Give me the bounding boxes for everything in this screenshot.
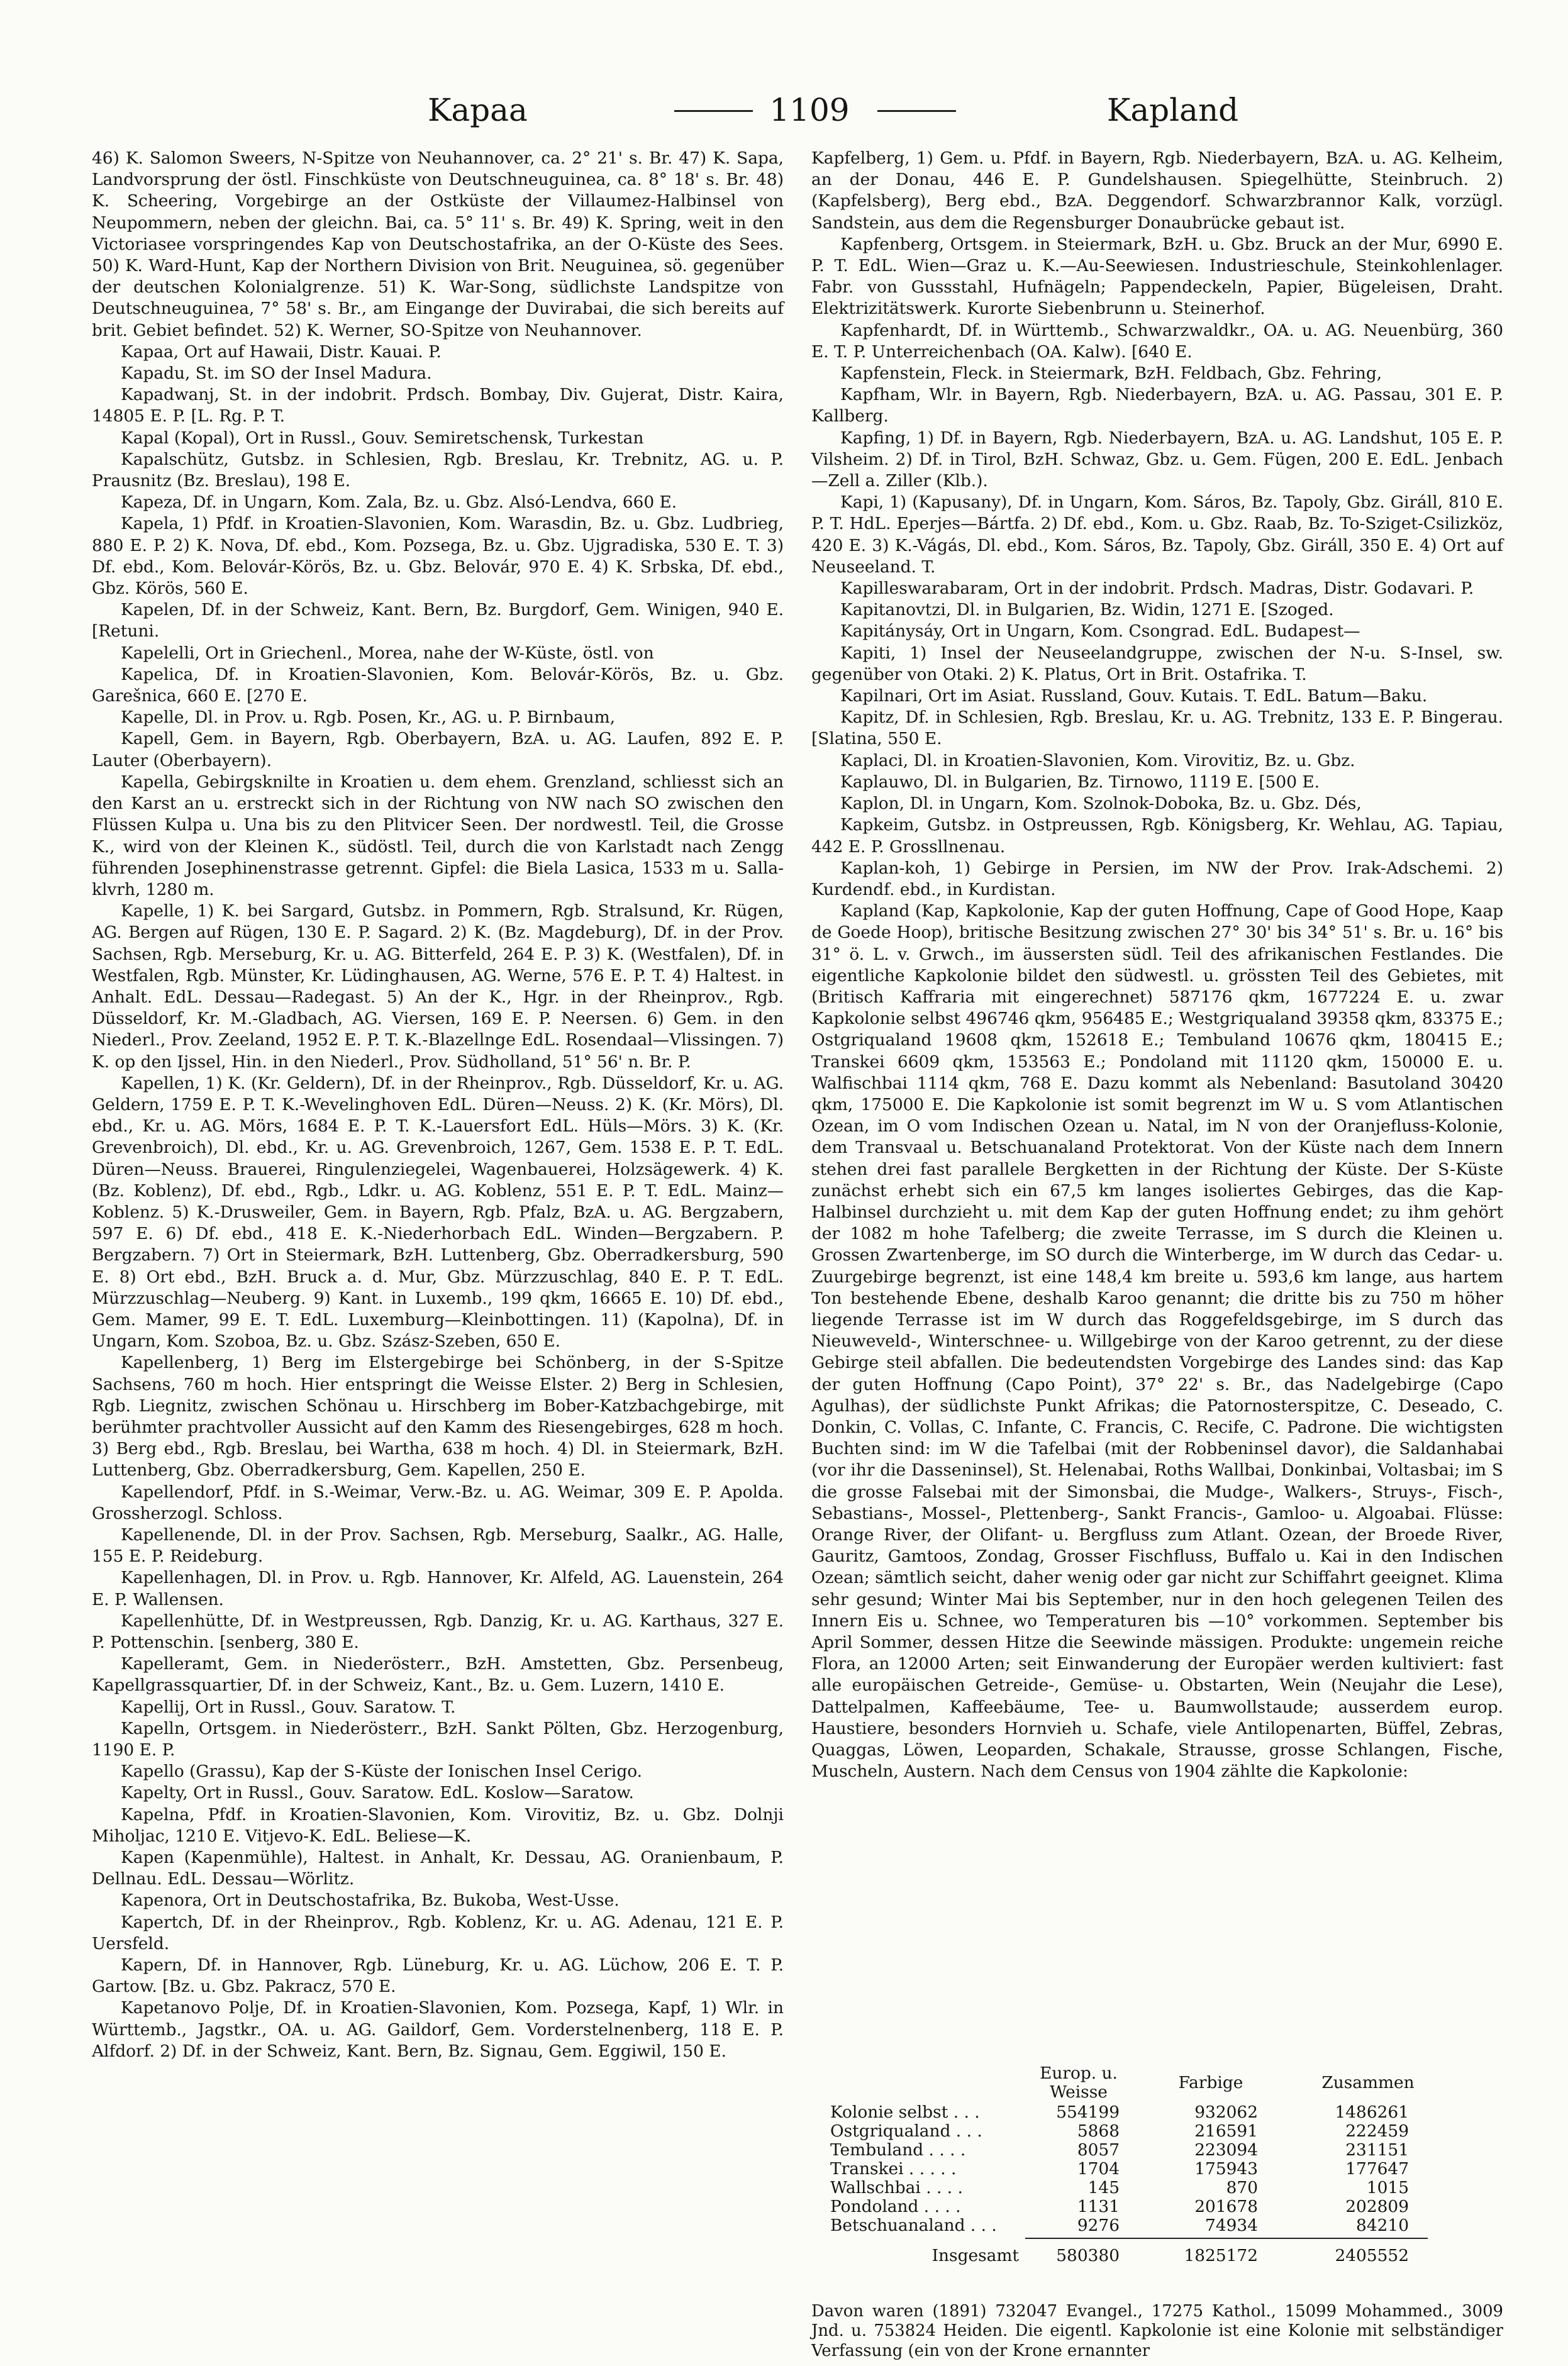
dictionary-entry: Kaplon, Dl. in Ungarn, Kom. Szolnok-Doboka, Bz. u. Gbz. Dés,	[840, 794, 1362, 814]
region-name: Pondoland . . . .	[830, 2197, 961, 2216]
dictionary-entry: Kapfham, Wlr. in Bayern, Rgb. Niederbayern, BzA. u. AG. Passau, 301 E. P. Kallberg.	[811, 385, 1503, 426]
region-name: Wallschbai . . . .	[830, 2178, 963, 2197]
census-row	[811, 2141, 1503, 2160]
european-count: 8057	[1077, 2140, 1120, 2160]
total-count: 177647	[1345, 2159, 1409, 2179]
left-column	[92, 148, 784, 2062]
dictionary-entry: Kapela, 1) Pfdf. in Kroatien-Slavonien, Kom. Warasdin, Bz. u. Gbz. Ludbrieg, 880 E. P. 2) K. Nova, Df. ebd., Kom. Pozsega, Bz. u. Gbz. Ujgradiska, 530 E. T. 3) Df. ebd., Kom. Belovár-Körös, Bz. u. Gbz. Belovár, 970 E. 4) K. Srbska, Df. ebd., Gbz. Körös, 560 E.	[92, 514, 784, 599]
census-row	[811, 2160, 1503, 2179]
dictionary-entry: Kaplan-koh, 1) Gebirge in Persien, im NW der Prov. Irak-Adschemi. 2) Kurdendf. ebd., in Kurdistan.	[811, 858, 1503, 899]
dictionary-entry: Kapfenberg, Ortsgem. in Steiermark, BzH. u. Gbz. Bruck an der Mur, 6990 E. P. T. EdL. Wien—Graz u. K.—Au-Seewiesen. Industrieschule, Steinkohlenlager. Fabr. von Gussstahl, Hufnägeln; Pappendeckeln, Papier, Bügeleisen, Draht. Elektrizitätswerk. Kurorte Siebenbrunn u. Steinerhof.	[811, 234, 1503, 319]
region-name: Betschuanaland . . .	[830, 2216, 997, 2235]
closing-paragraph: Davon waren (1891) 732047 Evangel., 17275 Kathol., 15099 Mohammed., 3009 Jnd. u. 753824 Heiden. Die eigentl. Kapkolonie ist eine Kolonie mit selbständiger Verfassung (ein von der Krone ernannter	[811, 2302, 1503, 2360]
dictionary-entry: Kapilnari, Ort im Asiat. Russland, Gouv. Kutais. T. EdL. Batum—Baku.	[840, 686, 1428, 706]
european-count: 1704	[1077, 2159, 1120, 2179]
dictionary-entry: Kapfenstein, Fleck. in Steiermark, BzH. Feldbach, Gbz. Fehring,	[840, 364, 1382, 384]
total-total: 2405552	[1335, 2246, 1409, 2265]
dictionary-entry: Kapellenhagen, Dl. in Prov. u. Rgb. Hannover, Kr. Alfeld, AG. Lauenstein, 264 E. P. Wallensen.	[92, 1568, 784, 1609]
dictionary-entry: Kapaa, Ort auf Hawaii, Distr. Kauai. P.	[121, 342, 442, 362]
dictionary-entry: Kapell, Gem. in Bayern, Rgb. Oberbayern, BzA. u. AG. Laufen, 892 E. P. Lauter (Oberbayern).	[92, 729, 784, 770]
total-count: 222459	[1345, 2121, 1409, 2141]
dictionary-entry: Kapelica, Df. in Kroatien-Slavonien, Kom. Belovár-Körös, Bz. u. Gbz. Garešnica, 660 E. [270 E.	[92, 664, 784, 706]
dictionary-entry: Kapland (Kap, Kapkolonie, Kap der guten Hoffnung, Cape of Good Hope, Kaap de Goede Hoop), britische Besitzung zwischen 27° 30' bis 34° 51' s. Br. u. 16° bis 31° ö. L. v. Grwch., im äussersten südl. Teil des afrikanischen Festlandes. Die eigentliche Kapkolonie bildet den südwestl. u. grössten Teil des Gebietes, mit (Britisch Kaffraria mit eingerechnet) 587176 qkm, 1677224 E. u. zwar Kapkolonie selbst 496746 qkm, 956485 E.; Westgriqualand 39358 qkm, 83375 E.; Ostgriqualand 19608 qkm, 152618 E.; Tembuland 10676 qkm, 180415 E.; Transkei 6609 qkm, 153563 E.; Pondoland mit 11120 qkm, 150000 E. u. Walfischbai 1114 qkm, 768 E. Dazu kommt als Nebenland: Basutoland 30420 qkm, 175000 E. Die Kapkolonie ist somit begrenzt im W u. S vom Atlantischen Ozean, im O vom Indischen Ozean u. Natal, im N von der Oranjefluss-Kolonie, dem Transvaal u. Betschuanaland Protektorat. Von der Küste nach dem Innern stehen drei fast parallele Bergketten in der Richtung der Küste. Der S-Küste zunächst erhebt sich ein 67,5 km langes isoliertes Gebirges, das die Kap-Halbinsel durchzieht u. mit dem Kap der guten Hoffnung endet; zu ihm gehört der 1082 m hohe Tafelberg; die zweite Terrasse, im S durch die Kleinen u. Grossen Zwartenberge, im SO durch die Winterberge, im W durch das Cedar- u. Zuurgebirge begrenzt, ist eine 148,4 km breite u. 593,6 km lange, aus hartem Ton bestehende Ebene, deshalb Karoo genannt; die dritte bis zu 750 m höher liegende Terrasse ist im W durch das Roggefeldsgebirge, im S durch das Nieuweveld-, Winterschnee- u. Willgebirge von der Karoo getrennt, zu der diese Gebirge steil abfallen. Die bedeutendsten Vorgebirge des Landes sind: das Kap der guten Hoffnung (Capo Point), 37° 22' s. Br., das Nadelgebirge (Capo Agulhas), der südlichste Punkt Afrikas; die Patornosterspitze, C. Deseado, C. Donkin, C. Vollas, C. Infante, C. Francis, C. Recife, C. Padrone. Die wichtigsten Buchten sind: im W die Tafelbai (mit der Robbeninsel davor), die Saldanhabai (vor ihr die Dasseninsel), St. Helenabai, Roths Wallbai, Donkinbai, Voltasbai; im S die grosse Falsebai mit der Simonsbai, die Mudge-, Walkers-, Struys-, Fisch-, Sebastians-, Mossel-, Plettenberg-, Sankt Francis-, Gamloo- u. Algoabai. Flüsse: Orange River, der Olifant- u. Bergfluss zum Atlant. Ozean, der Broede River, Gauritz, Gamtoos, Zondag, Grosser Fischfluss, Buffalo u. Kai in den Indischen Ozean; sämtlich seicht, daher wenig oder gar nicht zur Schiffahrt geeignet. Klima sehr gesund; Winter Mai bis September, nur in den hoch gelegenen Teilen des Innern Eis u. Schnee, wo Temperaturen bis —10° vorkommen. September bis April Sommer, dessen Hitze die Seewinde mässigen. Produkte: ungemein reiche Flora, an 12000 Arten; seit Einwanderung der Europäer werden kultiviert: fast alle europäischen Getreide-, Gemüse- u. Obstarten, Wein (Neujahr die Lese), Dattelpalmen, Kaffeebäume, Tee- u. Baumwollstaude; ausserdem europ. Haustiere, besonders Hornvieh u. Schafe, viele Antilopenarten, Büffel, Zebras, Quaggas, Löwen, Leoparden, Schakale, Strausse, grosse Schlangen, Fische, Muscheln, Austern. Nach dem Census von 1904 zählte die Kapkolonie:	[811, 901, 1503, 1782]
page-header	[0, 60, 1568, 129]
coloured-count: 932062	[1194, 2102, 1258, 2122]
region-name: Transkei . . . . .	[830, 2159, 957, 2179]
dictionary-entry: Kapertch, Df. in der Rheinprov., Rgb. Koblenz, Kr. u. AG. Adenau, 121 E. P. Uersfeld.	[92, 1912, 784, 1953]
dictionary-entry: Kaplaci, Dl. in Kroatien-Slavonien, Kom. Virovitiz, Bz. u. Gbz.	[840, 750, 1355, 770]
dictionary-entry: Kapelna, Pfdf. in Kroatien-Slavonien, Kom. Virovitiz, Bz. u. Gbz. Dolnji Miholjac, 1210 E. Vitjevo-K. EdL. Beliese—K.	[92, 1804, 784, 1846]
coloured-count: 74934	[1205, 2216, 1258, 2235]
total-count: 202809	[1345, 2197, 1409, 2216]
table-sum-rule	[1025, 2238, 1428, 2239]
dictionary-entry: Kapilleswarabaram, Ort in der indobrit. Prdsch. Madras, Distr. Godavari. P.	[840, 579, 1474, 599]
region-name: Kolonie selbst . . .	[830, 2102, 980, 2122]
dictionary-entry: Kapiti, 1) Insel der Neuseelandgruppe, zwischen der N-u. S-Insel, sw. gegenüber von Otaki. 2) K. Platus, Ort in Brit. Ostafrika. T.	[811, 643, 1503, 684]
coloured-count: 223094	[1194, 2140, 1258, 2160]
coloured-count: 175943	[1194, 2159, 1258, 2179]
total-count: 84210	[1356, 2216, 1409, 2235]
dictionary-entry: Kapellenberg, 1) Berg im Elstergebirge bei Schönberg, in der S-Spitze Sachsens, 760 m hoch. Hier entspringt die Weisse Elster. 2) Berg in Schlesien, Rgb. Liegnitz, zwischen Schönau u. Hirschberg im Bober-Katzbachgebirge, mit berühmter prachtvoller Aussicht auf den Kamm des Riesengebirges, 628 m hoch. 3) Berg ebd., Rgb. Breslau, bei Wartha, 638 m hoch. 4) Dl. in Steiermark, BzH. Luttenberg, Gbz. Oberradkersburg, Gem. Kapellen, 250 E.	[92, 1353, 784, 1480]
right-column	[811, 148, 1503, 1782]
dictionary-entry: Kapfelberg, 1) Gem. u. Pfdf. in Bayern, Rgb. Niederbayern, BzA. u. AG. Kelheim, an der Donau, 446 E. P. Gundelshausen. Spiegelhütte, Steinbruch. 2) (Kapfelsberg), Berg ebd., BzA. Deggendorf. Schwarzbrannor Kalk, vorzügl. Sandstein, aus dem die Regensburger Donaubrücke gebaut ist.	[811, 148, 1503, 233]
dictionary-entry: Kapellen, 1) K. (Kr. Geldern), Df. in der Rheinprov., Rgb. Düsseldorf, Kr. u. AG. Geldern, 1759 E. P. T. K.-Wevelinghoven EdL. Düren—Neuss. 2) K. (Kr. Mörs), Dl. ebd., Kr. u. AG. Mörs, 1684 E. P. T. K.-Lauersfort EdL. Hüls—Mörs. 3) K. (Kr. Grevenbroich), Dl. ebd., Kr. u. AG. Grevenbroich, 1267, Gem. 1538 E. P. T. EdL. Düren—Neuss. Brauerei, Ringulenziegelei, Wagenbauerei, Holzsägewerk. 4) K. (Bz. Koblenz), Df. ebd., Rgb., Ldkr. u. AG. Koblenz, 551 E. P. T. EdL. Mainz—Koblenz. 5) K.-Drusweiler, Gem. in Bayern, Rgb. Pfalz, BzA. u. AG. Bergzabern, 597 E. 6) Df. ebd., 418 E. K.-Niederhorbach EdL. Winden—Bergzabern. P. Bergzabern. 7) Ort in Steiermark, BzH. Luttenberg, Gbz. Oberradkersburg, 590 E. 8) Ort ebd., BzH. Bruck a. d. Mur, Gbz. Mürzzuschlag, 840 E. P. T. EdL. Mürzzuschlag—Neuberg. 9) Kant. in Luxemb., 199 qkm, 16665 E. 10) Df. ebd., Gem. Mamer, 99 E. T. EdL. Luxemburg—Kleinbottingen. 11) (Kapolna), Df. in Ungarn, Kom. Szoboa, Bz. u. Gbz. Szász-Szeben, 650 E.	[92, 1073, 784, 1352]
dictionary-entry: Kapenora, Ort in Deutschostafrika, Bz. Bukoba, West-Usse.	[121, 1891, 620, 1911]
page-number: 1109	[769, 92, 850, 128]
dictionary-entry: Kapkeim, Gutsbz. in Ostpreussen, Rgb. Königsberg, Kr. Wehlau, AG. Tapiau, 442 E. P. Grossllnenau.	[811, 815, 1503, 857]
dictionary-entry: Kapelelli, Ort in Griechenl., Morea, nahe der W-Küste, östl. von	[121, 643, 654, 663]
dictionary-entry: Kapitánysáy, Ort in Ungarn, Kom. Csongrad. EdL. Budapest—	[840, 621, 1360, 641]
european-count: 554199	[1056, 2102, 1120, 2122]
dictionary-entry: 46) K. Salomon Sweers, N-Spitze von Neuhannover, ca. 2° 21' s. Br. 47) K. Sapa, Landvorsprung der östl. Finschküste von Deutschneuguinea, ca. 8° 18' s. Br. 48) K. Scheering, Vorgebirge an der Ostküste der Villaumez-Halbinsel von Neupommern, neben der gleichn. Bai, ca. 5° 11' s. Br. 49) K. Spring, weit in den Victoriasee vorspringendes Kap von Deutschostafrika, an der O-Küste des Sees. 50) K. Ward-Hunt, Kap der Northern Division von Brit. Neuguinea, sö. gegenüber der deutschen Kolonialgrenze. 51) K. War-Song, südlichste Landspitze von Deutschneuguinea, 7° 58' s. Br., am Eingange der Duvirabai, die sich bereits auf brit. Gebiet befindet. 52) K. Werner, SO-Spitze von Neuhannover.	[92, 148, 784, 340]
header-dash-left	[674, 110, 753, 112]
dictionary-entry: Kapfenhardt, Df. in Württemb., Schwarzwaldkr., OA. u. AG. Neuenbürg, 360 E. T. P. Unterreichenbach (OA. Kalw). [640 E.	[811, 320, 1503, 362]
dictionary-entry: Kapellenende, Dl. in der Prov. Sachsen, Rgb. Merseburg, Saalkr., AG. Halle, 155 E. P. Reideburg.	[92, 1525, 784, 1567]
dictionary-entry: Kapelty, Ort in Russl., Gouv. Saratow. EdL. Koslow—Saratow.	[121, 1783, 634, 1803]
dictionary-entry: Kapitz, Df. in Schlesien, Rgb. Breslau, Kr. u. AG. Trebnitz, 133 E. P. Bingerau. [Slatina, 550 E.	[811, 708, 1503, 749]
col-header-european: Europ. u. Weisse	[1040, 2063, 1118, 2102]
total-count: 1015	[1366, 2178, 1409, 2197]
col-header-coloured: Farbige	[1178, 2073, 1243, 2092]
dictionary-entry: Kapalschütz, Gutsbz. in Schlesien, Rgb. Breslau, Kr. Trebnitz, AG. u. P. Prausnitz (Bz. Breslau), 198 E.	[92, 449, 784, 491]
european-count: 9276	[1077, 2216, 1120, 2235]
dictionary-entry: Kapern, Df. in Hannover, Rgb. Lüneburg, Kr. u. AG. Lüchow, 206 E. T. P. Gartow. [Bz. u. Gbz. Pakracz, 570 E.	[92, 1955, 784, 1997]
census-row	[811, 2197, 1503, 2216]
european-count: 145	[1087, 2178, 1120, 2197]
dictionary-entry: Kapadwanj, St. in der indobrit. Prdsch. Bombay, Div. Gujerat, Distr. Kaira, 14805 E. P. [L. Rg. P. T.	[92, 385, 784, 426]
coloured-count: 201678	[1194, 2197, 1258, 2216]
census-table	[811, 2064, 1503, 2268]
census-row	[811, 2122, 1503, 2141]
dictionary-entry: Kapal (Kopal), Ort in Russl., Gouv. Semiretschensk, Turkestan	[121, 428, 644, 448]
dictionary-entry: Kapadu, St. im SO der Insel Madura.	[121, 364, 432, 384]
dictionary-entry: Kapellenhütte, Df. in Westpreussen, Rgb. Danzig, Kr. u. AG. Karthaus, 327 E. P. Pottenschin. [senberg, 380 E.	[92, 1611, 784, 1653]
dictionary-entry: Kapitanovtzi, Dl. in Bulgarien, Bz. Widin, 1271 E. [Szoged.	[840, 600, 1334, 620]
region-name: Ostgriqualand . . .	[830, 2121, 982, 2141]
dictionary-entry: Kapi, 1) (Kapusany), Df. in Ungarn, Kom. Sáros, Bz. Tapoly, Gbz. Giráll, 810 E. P. T. HdL. Eperjes—Bártfa. 2) Df. ebd., Kom. u. Gbz. Raab, Bz. To-Sziget-Csilizköz, 420 E. 3) K.-Vágás, Dl. ebd., Kom. Sáros, Bz. Tapoly, Gbz. Giráll, 350 E. 4) Ort auf Neuseeland. T.	[811, 492, 1503, 577]
dictionary-entry: Kapelle, Dl. in Prov. u. Rgb. Posen, Kr., AG. u. P. Birnbaum,	[121, 708, 615, 728]
european-count: 1131	[1077, 2197, 1120, 2216]
european-count: 5868	[1077, 2121, 1120, 2141]
total-label: Insgesamt	[931, 2246, 1019, 2265]
dictionary-entry: Kapeza, Df. in Ungarn, Kom. Zala, Bz. u. Gbz. Alsó-Lendva, 660 E.	[121, 492, 677, 513]
left-headword: Kapaa	[428, 92, 528, 128]
dictionary-entry: Kapfing, 1) Df. in Bayern, Rgb. Niederbayern, BzA. u. AG. Landshut, 105 E. P. Vilsheim. 2) Df. in Tirol, BzH. Schwaz, Gbz. u. Gem. Fügen, 200 E. EdL. Jenbach—Zell a. Ziller (Klb.).	[811, 428, 1503, 491]
coloured-count: 216591	[1194, 2121, 1258, 2141]
region-name: Tembuland . . . .	[830, 2140, 966, 2160]
dictionary-entry: Kapello (Grassu), Kap der S-Küste der Ionischen Insel Cerigo.	[121, 1762, 643, 1782]
dictionary-entry: Kapella, Gebirgsknilte in Kroatien u. dem ehem. Grenzland, schliesst sich an den Karst an u. erstreckt sich in der Richtung von NW nach SO zwischen den Flüssen Kulpa u. Una bis zu den Plitvicer Seen. Der nordwestl. Teil, die Grosse K., wird von der Kleinen K., südöstl. Teil, durch die von Karlstadt nach Zengg führenden Josephinenstrasse getrennt. Gipfel: die Biela Lasica, 1533 m u. Salla-klvrh, 1280 m.	[92, 772, 784, 899]
dictionary-entry: Kapelleramt, Gem. in Niederösterr., BzH. Amstetten, Gbz. Persenbeug, Kapellgrassquartier, Df. in der Schweiz, Kant., Bz. u. Gem. Luzern, 1410 E.	[92, 1654, 784, 1696]
census-row	[811, 2179, 1503, 2197]
total-count: 231151	[1345, 2140, 1409, 2160]
dictionary-entry: Kapen (Kapenmühle), Haltest. in Anhalt, Kr. Dessau, AG. Oranienbaum, P. Dellnau. EdL. Dessau—Wörlitz.	[92, 1848, 784, 1889]
dictionary-entry: Kapetanovo Polje, Df. in Kroatien-Slavonien, Kom. Pozsega, Kapf, 1) Wlr. in Württemb., Jagstkr., OA. u. AG. Gaildorf, Gem. Vorderstelnenberg, 118 E. P. Alfdorf. 2) Df. in der Schweiz, Kant. Bern, Bz. Signau, Gem. Eggiwil, 150 E.	[92, 1998, 784, 2061]
dictionary-entry: Kapellij, Ort in Russl., Gouv. Saratow. T.	[121, 1697, 456, 1717]
dictionary-entry: Kapelen, Df. in der Schweiz, Kant. Bern, Bz. Burgdorf, Gem. Winigen, 940 E. [Retuni.	[92, 600, 784, 641]
header-dash-right	[877, 110, 956, 112]
census-table-body	[811, 2103, 1503, 2235]
right-headword: Kapland	[1107, 92, 1239, 128]
census-row	[811, 2216, 1503, 2235]
census-row	[811, 2103, 1503, 2122]
dictionary-entry: Kapelle, 1) K. bei Sargard, Gutsbz. in Pommern, Rgb. Stralsund, Kr. Rügen, AG. Bergen auf Rügen, 130 E. P. Sagard. 2) K. (Bz. Magdeburg), Df. in der Prov. Sachsen, Rgb. Merseburg, Kr. u. AG. Bitterfeld, 264 E. P. 3) K. (Westfalen), Df. in Westfalen, Rgb. Münster, Kr. Lüdinghausen, AG. Werne, 576 E. P. T. 4) Haltest. in Anhalt. EdL. Dessau—Radegast. 5) An der K., Hgr. in der Rheinprov., Rgb. Düsseldorf, Kr. M.-Gladbach, AG. Viersen, 169 E. P. Neersen. 6) Gem. in den Niederl., Prov. Zeeland, 1952 E. P. T. K.-Blazellnge EdL. Rosendaal—Vlissingen. 7) K. op den Ijssel, Hin. in den Niederl., Prov. Südholland, 51° 56' n. Br. P.	[92, 901, 784, 1072]
total-count: 1486261	[1335, 2102, 1409, 2122]
coloured-count: 870	[1226, 2178, 1258, 2197]
total-coloured: 1825172	[1184, 2246, 1258, 2265]
col-header-total: Zusammen	[1321, 2073, 1415, 2092]
dictionary-entry: Kapelln, Ortsgem. in Niederösterr., BzH. Sankt Pölten, Gbz. Herzogenburg, 1190 E. P.	[92, 1718, 784, 1760]
dictionary-entry: Kapellendorf, Pfdf. in S.-Weimar, Verw.-Bz. u. AG. Weimar, 309 E. P. Apolda. Grossherzogl. Schloss.	[92, 1482, 784, 1523]
total-european: 580380	[1056, 2246, 1120, 2265]
dictionary-entry: Kaplauwo, Dl. in Bulgarien, Bz. Tirnowo, 1119 E. [500 E.	[840, 772, 1320, 792]
census-table-header	[811, 2064, 1503, 2103]
census-total-row	[811, 2244, 1503, 2268]
